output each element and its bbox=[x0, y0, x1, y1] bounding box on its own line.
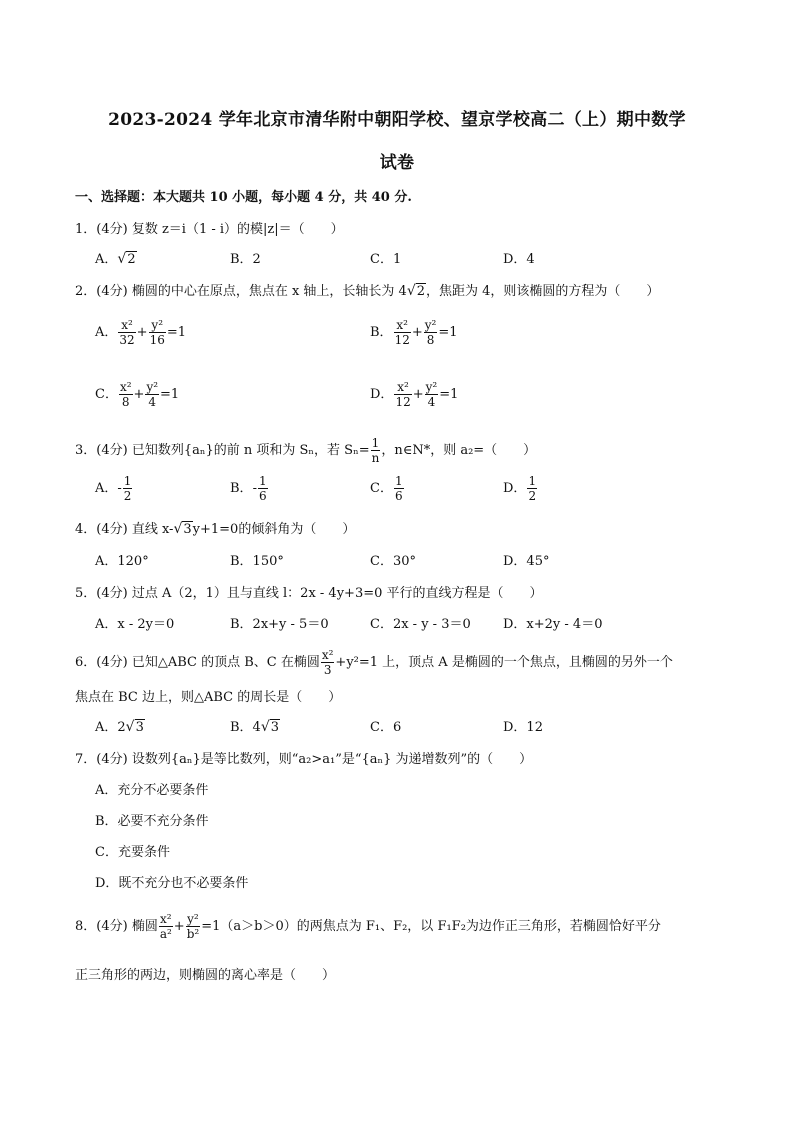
q6-stem-cont: 焦点在 BC 边上，则△ABC 的周长是（ ） bbox=[75, 690, 342, 705]
q1-option-a: A．√2 bbox=[95, 251, 136, 267]
q6-stem: 6．(4分) 已知△ABC 的顶点 B、C 在椭圆 $\frac{\text{x²}}{3}$ +y²=1 上，顶点 A 是椭圆的一个焦点，且椭圆的另外一个 bbox=[75, 648, 673, 677]
q6-option-b: B．4√3 bbox=[230, 719, 280, 735]
exam-title-cont: 试卷 bbox=[379, 153, 415, 173]
q1-option-d: D．4 bbox=[503, 252, 535, 267]
exam-title: 2023-2024 学年北京市清华附中朝阳学校、望京学校高二（上）期中数学 bbox=[108, 110, 686, 130]
q1-option-c: C．1 bbox=[370, 252, 402, 267]
q4-option-c: C．30° bbox=[370, 554, 416, 569]
q7-option-a: A．充分不必要条件 bbox=[95, 783, 209, 798]
q7-option-b: B．必要不充分条件 bbox=[95, 814, 209, 829]
q2-stem: 2．(4分) 椭圆的中心在原点，焦点在 x 轴上，长轴长为 4√2，焦距为 4，则该椭圆的方程为（ ） bbox=[75, 283, 660, 299]
q8-stem: 8．(4分) 椭圆 $\frac{\text{x²}}{\text{a²}}$ + $\frac{\text{y²}}{\text{b²}}$ =1（a＞b＞0）的两焦点为 F₁、F₂，以 F₁F₂为边作正三角形，若椭圆恰好平分 bbox=[75, 912, 661, 941]
q2-option-d: D． $\frac{\text{x²}}{12}$ + $\frac{\text{y²}}{4}$ =1 bbox=[370, 380, 459, 409]
q3-option-c: C． $\frac{1}{6}$ bbox=[370, 474, 403, 503]
q4-stem: 4．(4分) 直线 x-√3y+1=0的倾斜角为（ ） bbox=[75, 521, 356, 537]
q7-option-d: D．既不充分也不必要条件 bbox=[95, 876, 249, 891]
q4-option-b: B．150° bbox=[230, 554, 284, 569]
q3-option-d: D． $\frac{1}{2}$ bbox=[503, 474, 537, 503]
q2-option-b: B． $\frac{\text{x²}}{12}$ + $\frac{\text{y²}}{8}$ =1 bbox=[370, 318, 458, 347]
q6-option-c: C．6 bbox=[370, 720, 402, 735]
q2-option-c: C． $\frac{\text{x²}}{8}$ + $\frac{\text{y²}}{4}$ =1 bbox=[95, 380, 180, 409]
q4-option-a: A．120° bbox=[95, 554, 149, 569]
q5-option-c: C．2x - y - 3＝0 bbox=[370, 617, 471, 632]
q8-stem-cont: 正三角形的两边，则椭圆的离心率是（ ） bbox=[75, 968, 336, 983]
q3-option-b: B．- $\frac{1}{6}$ bbox=[230, 474, 267, 503]
q5-option-b: B．2x+y - 5＝0 bbox=[230, 617, 329, 632]
q3-stem: 3．(4分) 已知数列{aₙ}的前 n 项和为 Sₙ，若 Sₙ= $\frac{1}{n}$ ，n∈N*，则 a₂=（ ） bbox=[75, 436, 537, 465]
q1-option-b: B．2 bbox=[230, 252, 261, 267]
q5-option-a: A．x - 2y＝0 bbox=[95, 617, 175, 632]
q2-option-a: A． $\frac{\text{x²}}{32}$ + $\frac{\text{y²}}{16}$ =1 bbox=[95, 318, 187, 347]
section-heading: 一、选择题：本大题共 10 小题，每小题 4 分，共 40 分. bbox=[75, 190, 412, 205]
q6-option-d: D．12 bbox=[503, 720, 543, 735]
q3-option-a: A．- $\frac{1}{2}$ bbox=[95, 474, 132, 503]
q7-option-c: C．充要条件 bbox=[95, 845, 170, 860]
q5-option-d: D．x+2y - 4＝0 bbox=[503, 617, 603, 632]
q4-option-d: D．45° bbox=[503, 554, 550, 569]
q6-option-a: A．2√3 bbox=[95, 719, 144, 735]
q5-stem: 5．(4分) 过点 A（2，1）且与直线 l：2x - 4y+3=0 平行的直线方程是（ ） bbox=[75, 586, 543, 601]
q7-stem: 7．(4分) 设数列{aₙ}是等比数列，则“a₂>a₁”是“{aₙ} 为递增数列”的（ ） bbox=[75, 752, 533, 767]
q1-stem: 1．(4分) 复数 z＝i（1 - i）的模|z|＝（ ） bbox=[75, 222, 344, 237]
